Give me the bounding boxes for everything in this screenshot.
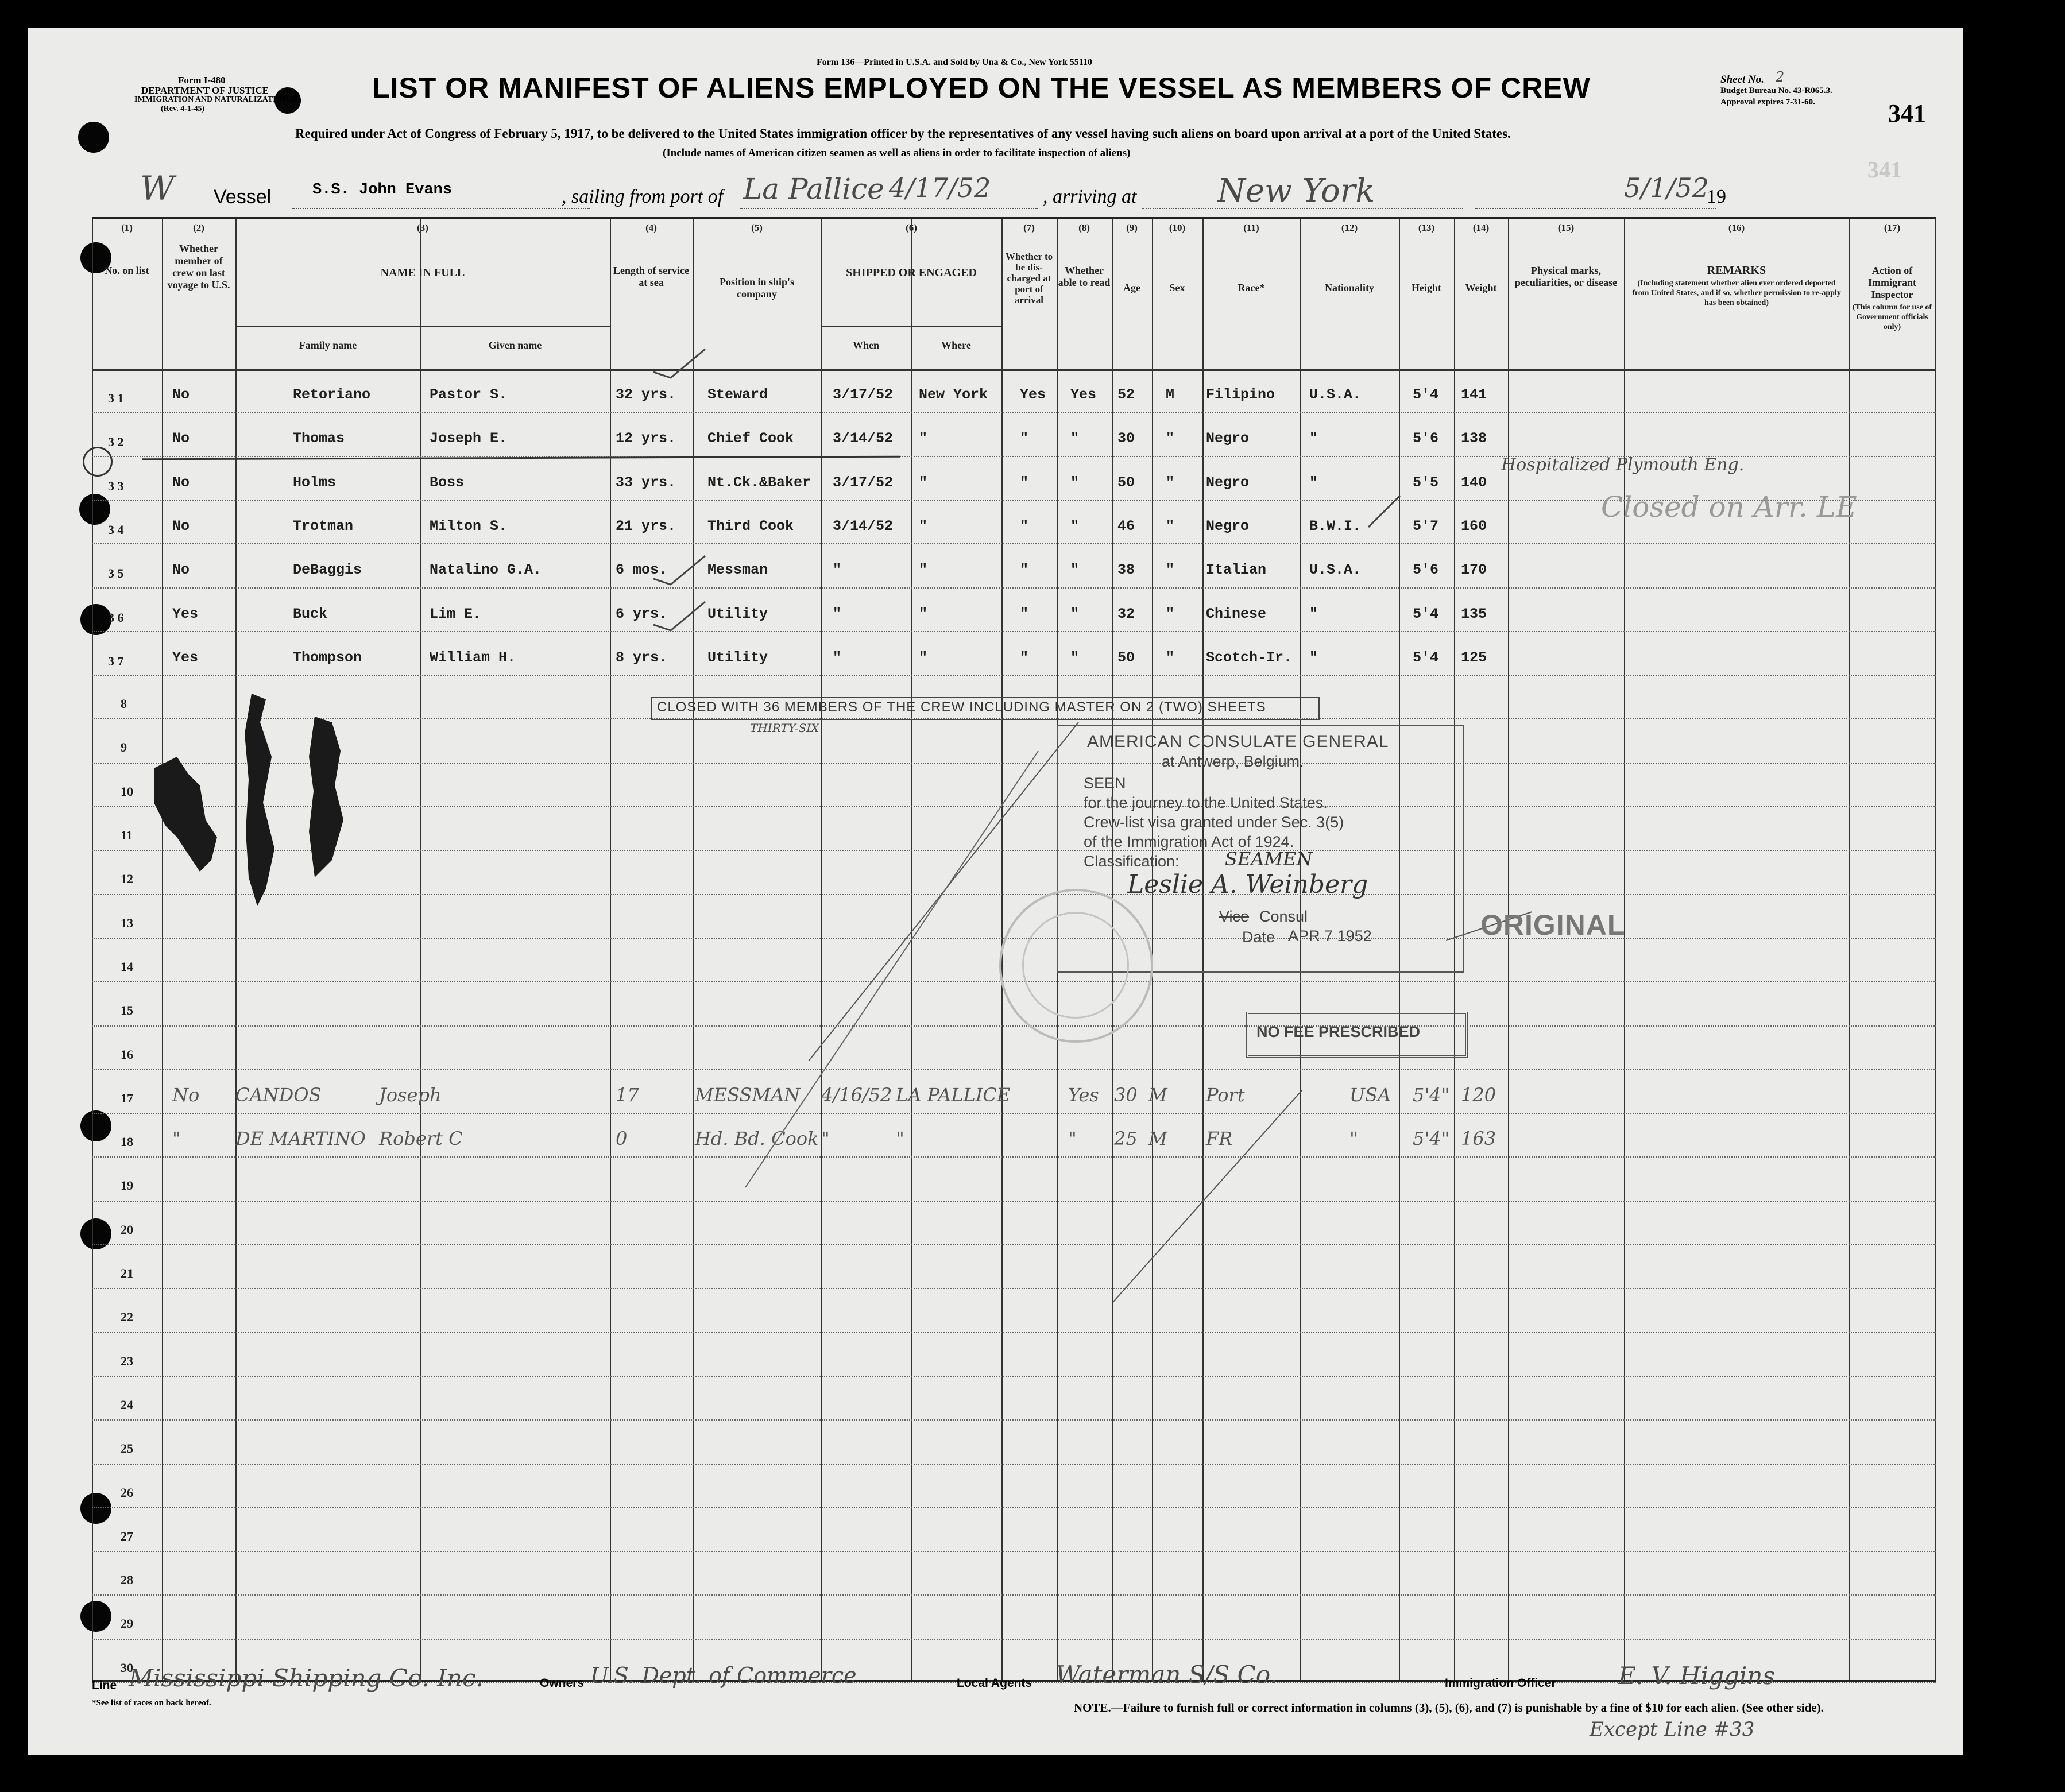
page-subtitle-note: (Include names of American citizen seamen as well as aliens in order to facilitate inspection of aliens) [663, 147, 1131, 159]
cell-member: No [172, 474, 190, 491]
cell-race: Negro [1206, 474, 1250, 491]
column-number: (7) [1023, 222, 1035, 233]
handwritten-given: Robert C [379, 1128, 463, 1150]
cell-family: DeBaggis [293, 562, 362, 579]
cell-sex: " [1166, 562, 1175, 579]
handwritten-when: 4/16/52 [821, 1083, 892, 1106]
cell-given: Boss [430, 474, 465, 491]
stamp-date: APR 7 1952 [1288, 927, 1372, 945]
cell-family: Buck [293, 605, 328, 622]
header-able-read: Whether able to read [1058, 265, 1111, 288]
cell-sex: M [1166, 386, 1175, 403]
handwritten-family: CANDOS [235, 1083, 322, 1106]
row-number: 24 [121, 1397, 133, 1412]
cell-position: Messman [707, 562, 768, 579]
sailing-port: La Pallice [743, 172, 884, 206]
stamp-classification-label: Classification: [1084, 853, 1180, 870]
handwritten-member: " [172, 1128, 181, 1150]
cell-given: Natalino G.A. [430, 562, 542, 579]
budget-number: Budget Bureau No. 43-R065.3. [1720, 86, 1832, 95]
header-whether-member: Whether member of crew on last voyage to U.S. [167, 243, 230, 291]
header-nationality: Nationality [1324, 282, 1374, 293]
stamp-classification: SEAMEN [1225, 848, 1313, 870]
stamp-date-label: Date [1242, 928, 1275, 946]
handwritten-age: 30 [1114, 1083, 1138, 1106]
column-number: (17) [1884, 222, 1901, 233]
stamp-vice: Vice [1219, 908, 1250, 925]
cell-discharged: " [1020, 605, 1029, 622]
cell-position: Third Cook [707, 517, 794, 535]
consul-signature: Leslie A. Weinberg [1127, 870, 1368, 899]
header-age: Age [1123, 282, 1140, 293]
cell-member: No [172, 562, 190, 579]
footer-agents-hand: Waterman S/S Co. [1055, 1661, 1278, 1689]
footer-line-label: Line [92, 1679, 117, 1692]
header-discharged: Whether to be dis-charged at port of arrival [1005, 251, 1053, 305]
cell-position: Utility [707, 649, 768, 666]
form-service: IMMIGRATION AND NATURALIZATION SE [134, 95, 300, 104]
cell-when: 3/14/52 [833, 517, 894, 535]
cell-weight: 170 [1461, 562, 1487, 579]
header-race: Race* [1238, 282, 1265, 293]
handwritten-position: MESSMAN [695, 1083, 801, 1106]
cell-weight: 138 [1461, 430, 1487, 447]
sailing-label: , sailing from port of [562, 186, 724, 207]
row-number: 29 [121, 1616, 133, 1631]
footer-agents-label: Local Agents [957, 1677, 1032, 1690]
row-number: 21 [121, 1266, 133, 1280]
page-number: 341 [1888, 99, 1926, 127]
cell-when: 3/17/52 [833, 386, 894, 403]
fee-stamp: NO FEE PRESCRIBED [1256, 1023, 1421, 1040]
handwritten-position: Hd. Bd. Cook [695, 1128, 819, 1150]
row-number: 3 7 [108, 653, 124, 668]
approval-expires: Approval expires 7-31-60. [1720, 98, 1815, 107]
cell-length: 6 mos. [616, 562, 668, 579]
column-number: (3) [417, 222, 428, 233]
cell-discharged: Yes [1020, 386, 1046, 403]
cell-sex: " [1166, 474, 1175, 491]
vessel-label: Vessel [214, 186, 272, 208]
header-name-in-full: NAME IN FULL [380, 266, 465, 279]
cell-member: No [172, 517, 190, 535]
cell-sex: " [1166, 430, 1175, 447]
cell-family: Thomas [293, 430, 345, 447]
stamp-line1: AMERICAN CONSULATE GENERAL [1087, 732, 1389, 751]
cell-where: " [919, 649, 928, 666]
footer-owners-hand: U.S. Dept. of Commerce [590, 1663, 857, 1688]
cell-weight: 141 [1461, 386, 1487, 403]
header-weight: Weight [1465, 282, 1497, 293]
footer-note: NOTE.—Failure to furnish full or correct information in columns (3), (5), (6), and (7) is punishable by a fine of $10 for each alien. (See other side). [1074, 1701, 1824, 1714]
row-number: 18 [121, 1135, 133, 1149]
stamp-line3: SEEN [1084, 775, 1126, 792]
original-stamp: ORIGINAL [1480, 909, 1626, 941]
header-given-name: Given name [488, 339, 542, 351]
manifest-page [28, 28, 1963, 1755]
cell-nationality: U.S.A. [1309, 386, 1362, 403]
column-number: (12) [1341, 222, 1358, 233]
row-number: 11 [121, 828, 133, 842]
cell-nationality: U.S.A. [1309, 562, 1362, 579]
header-when: When [852, 339, 879, 351]
handwritten-read: Yes [1068, 1083, 1099, 1106]
footer-owners-label: Owners [540, 1677, 585, 1690]
column-number: (4) [645, 222, 657, 233]
handwritten-race: Port [1206, 1083, 1245, 1106]
cell-height: 5'4 [1413, 386, 1439, 403]
handwritten-height: 5'4" [1413, 1083, 1450, 1106]
handwritten-length: 17 [616, 1083, 639, 1106]
cell-age: 52 [1117, 386, 1135, 403]
stamp-line4: for the journey to the United States. [1084, 794, 1328, 811]
cell-race: Negro [1206, 517, 1250, 535]
cell-discharged: " [1020, 430, 1029, 447]
column-number: (11) [1243, 222, 1259, 233]
cell-member: No [172, 430, 190, 447]
handwritten-race: FR [1206, 1128, 1233, 1150]
footer-except-hand: Except Line #33 [1590, 1718, 1755, 1741]
header-action-note: (This column for use of Government officials only) [1852, 303, 1932, 331]
cell-age: 46 [1117, 517, 1135, 535]
arriving-date: 5/1/52 [1624, 172, 1710, 203]
cell-when: " [833, 605, 842, 622]
row-number: 8 [121, 696, 127, 711]
cell-where: " [919, 430, 928, 447]
cell-family: Retoriano [293, 386, 371, 403]
page-number-faint: 341 [1867, 157, 1902, 183]
cell-weight: 140 [1461, 474, 1487, 491]
row-number: 3 2 [108, 435, 124, 450]
remarks-handwriting: Hospitalized Plymouth Eng. [1501, 455, 1745, 475]
cell-race: Filipino [1206, 386, 1275, 403]
cell-nationality: " [1309, 430, 1318, 447]
row-number: 19 [121, 1178, 133, 1193]
cell-where: " [919, 562, 928, 579]
vessel-name: S.S. John Evans [312, 181, 453, 199]
cell-length: 32 yrs. [616, 386, 676, 403]
handwritten-given: Joseph [379, 1083, 442, 1106]
cell-race: Scotch-Ir. [1206, 649, 1293, 666]
handwritten-read: " [1068, 1128, 1077, 1150]
column-number: (10) [1169, 222, 1186, 233]
header-remarks: REMARKS [1707, 264, 1766, 277]
closing-thirty-six: THIRTY-SIX [750, 721, 819, 735]
cell-given: Milton S. [430, 517, 508, 535]
row-number: 14 [121, 959, 133, 974]
column-number: (5) [751, 222, 763, 233]
cell-when: " [833, 562, 842, 579]
action-handwriting: Closed on Arr. LE [1601, 490, 1857, 524]
cell-sex: " [1166, 649, 1175, 666]
cell-length: 12 yrs. [616, 430, 676, 447]
row-number: 15 [121, 1003, 133, 1018]
row-number: 10 [121, 784, 133, 799]
header-sex: Sex [1169, 282, 1185, 293]
column-number: (6) [906, 222, 917, 233]
cell-nationality: " [1309, 649, 1318, 666]
cell-where: New York [919, 386, 988, 403]
year-label: 19 [1707, 186, 1726, 207]
column-number: (8) [1078, 222, 1090, 233]
row-number: 12 [121, 872, 133, 887]
cell-read: Yes [1070, 386, 1097, 403]
row-number: 28 [121, 1573, 133, 1588]
footer-races-note: *See list of races on back hereof. [92, 1698, 211, 1708]
cell-member: Yes [172, 649, 199, 666]
form-department: DEPARTMENT OF JUSTICE [141, 85, 269, 96]
pen-strokes [28, 28, 1963, 1755]
form-revision: (Rev. 4-1-45) [161, 104, 205, 113]
row-number: 23 [121, 1353, 133, 1368]
printer-line: Form 136—Printed in U.S.A. and Sold by Una & Co., New York 55110 [817, 57, 1092, 67]
cell-family: Trotman [293, 517, 354, 535]
row-number: 3 5 [108, 566, 124, 581]
handwritten-where: LA PALLICE [896, 1083, 1011, 1106]
handwritten-member: No [172, 1083, 200, 1106]
cell-read: " [1070, 605, 1080, 622]
row-number: 16 [121, 1047, 133, 1062]
sheet-number: 2 [1776, 69, 1785, 85]
cell-weight: 160 [1461, 517, 1487, 535]
cell-when: 3/14/52 [833, 430, 894, 447]
arriving-port: New York [1217, 172, 1375, 210]
footer-line-hand: Mississippi Shipping Co. Inc. [129, 1664, 484, 1692]
sheet-label: Sheet No. [1720, 73, 1764, 86]
header-height: Height [1412, 282, 1441, 293]
cell-where: " [919, 605, 928, 622]
cell-height: 5'4 [1413, 649, 1439, 666]
cell-race: Italian [1206, 562, 1267, 579]
row-number: 9 [121, 740, 127, 755]
cell-read: " [1070, 649, 1080, 666]
header-shipped: SHIPPED OR ENGAGED [846, 266, 977, 279]
cell-age: 30 [1117, 430, 1135, 447]
header-no-on-list: No. on list [105, 265, 149, 276]
header-physical: Physical marks, peculiarities, or disease [1514, 265, 1618, 288]
row-number: 20 [121, 1222, 133, 1237]
handwritten-nationality: USA [1349, 1083, 1391, 1106]
cell-position: Nt.Ck.&Baker [707, 474, 811, 491]
footer-officer-label: Immigration Officer [1445, 1677, 1556, 1690]
cell-position: Steward [707, 386, 768, 403]
header-position: Position in ship's company [719, 276, 795, 300]
cell-age: 50 [1117, 649, 1135, 666]
cell-given: William H. [430, 649, 516, 666]
column-number: (15) [1557, 222, 1575, 233]
stamp-line2: at Antwerp, Belgium. [1162, 753, 1304, 770]
row-number: 13 [121, 915, 133, 930]
cell-race: Negro [1206, 430, 1250, 447]
cell-where: " [919, 517, 928, 535]
handwritten-where: " [896, 1128, 904, 1150]
cell-given: Lim E. [430, 605, 482, 622]
cell-age: 38 [1117, 562, 1135, 579]
closing-stamp-text: CLOSED WITH 36 MEMBERS OF THE CREW INCLUDING MASTER ON 2 (TWO) SHEETS [657, 699, 1266, 715]
stamp-line5: Crew-list visa granted under Sec. 3(5) [1084, 814, 1344, 831]
cell-length: 21 yrs. [616, 517, 676, 535]
cell-nationality: " [1309, 474, 1318, 491]
cell-read: " [1070, 517, 1080, 535]
row-number: 22 [121, 1310, 133, 1325]
cell-length: 6 yrs. [616, 605, 668, 622]
cell-length: 33 yrs. [616, 474, 676, 491]
cell-discharged: " [1020, 517, 1029, 535]
cell-read: " [1070, 474, 1080, 491]
cell-length: 8 yrs. [616, 649, 668, 666]
cell-sex: " [1166, 605, 1175, 622]
handwritten-sex: M [1148, 1083, 1167, 1106]
cell-sex: " [1166, 517, 1175, 535]
handwritten-weight: 120 [1461, 1083, 1496, 1106]
handwritten-nationality: " [1349, 1128, 1358, 1150]
header-where: Where [941, 339, 971, 351]
cell-when: " [833, 649, 842, 666]
cell-read: " [1070, 430, 1080, 447]
sailing-date: 4/17/52 [889, 172, 991, 203]
page-title: LIST OR MANIFEST OF ALIENS EMPLOYED ON THE VESSEL AS MEMBERS OF CREW [372, 72, 1591, 104]
cell-member: Yes [172, 605, 199, 622]
cell-discharged: " [1020, 474, 1029, 491]
stamp-consul: Consul [1259, 908, 1308, 925]
handwritten-weight: 163 [1461, 1128, 1496, 1150]
round-seal-inner [1022, 912, 1129, 1019]
cell-height: 5'6 [1413, 562, 1439, 579]
row-number: 26 [121, 1485, 133, 1500]
row-number: 3 3 [108, 478, 124, 493]
column-number: (13) [1418, 222, 1435, 233]
row-number: 3 6 [108, 610, 124, 625]
row-number: 3 1 [108, 391, 124, 405]
column-number: (2) [193, 222, 204, 233]
cell-position: Utility [707, 605, 768, 622]
row-number: 27 [121, 1528, 133, 1543]
cell-where: " [919, 474, 928, 491]
row-number: 3 4 [108, 522, 124, 537]
column-number: (16) [1728, 222, 1745, 233]
cell-when: 3/17/52 [833, 474, 894, 491]
row-number: 30 [121, 1660, 133, 1675]
cell-height: 5'4 [1413, 605, 1439, 622]
cell-height: 5'7 [1413, 517, 1439, 535]
column-number: (9) [1126, 222, 1138, 233]
header-action: Action of Immigrant Inspector [1868, 265, 1916, 300]
handwritten-height: 5'4" [1413, 1128, 1450, 1150]
cell-height: 5'6 [1413, 430, 1439, 447]
stamp-line6: of the Immigration Act of 1924. [1084, 833, 1294, 850]
cell-read: " [1070, 562, 1080, 579]
handwritten-when: " [821, 1128, 830, 1150]
cell-nationality: B.W.I. [1309, 517, 1362, 535]
cell-age: 32 [1117, 605, 1135, 622]
handwritten-family: DE MARTINO [235, 1128, 366, 1150]
row-number: 25 [121, 1441, 133, 1456]
column-number: (14) [1472, 222, 1490, 233]
header-remarks-note: (Including statement whether alien ever ordered deported from United States, and if so, whether permission to re-apply has been obtained) [1632, 279, 1841, 307]
header-family-name: Family name [299, 339, 357, 351]
cell-position: Chief Cook [707, 430, 794, 447]
cell-family: Holms [293, 474, 337, 491]
column-number: (1) [121, 222, 133, 233]
footer-officer-hand: E. V. Higgins [1618, 1662, 1775, 1690]
cell-age: 50 [1117, 474, 1135, 491]
handwritten-age: 25 [1114, 1128, 1138, 1150]
cell-given: Pastor S. [430, 386, 508, 403]
row-number: 17 [121, 1090, 133, 1105]
cell-height: 5'5 [1413, 474, 1439, 491]
cell-member: No [172, 386, 190, 403]
prefix-handwriting: W [140, 169, 175, 208]
header-length-service: Length of service at sea [613, 265, 689, 288]
arriving-label: , arriving at [1043, 186, 1137, 207]
handwritten-length: 0 [616, 1128, 628, 1150]
cell-discharged: " [1020, 649, 1029, 666]
cell-family: Thompson [293, 649, 362, 666]
cell-weight: 135 [1461, 605, 1487, 622]
page-subtitle: Required under Act of Congress of February 5, 1917, to be delivered to the United States immigration officer by the representatives of any vessel having such aliens on board upon arrival at a port of the United States. [295, 126, 1511, 141]
cell-discharged: " [1020, 562, 1029, 579]
form-id: Form I-480 [178, 75, 226, 86]
handwritten-sex: M [1148, 1128, 1167, 1150]
cell-race: Chinese [1206, 605, 1267, 622]
cell-nationality: " [1309, 605, 1318, 622]
cell-given: Joseph E. [430, 430, 508, 447]
cell-weight: 125 [1461, 649, 1487, 666]
